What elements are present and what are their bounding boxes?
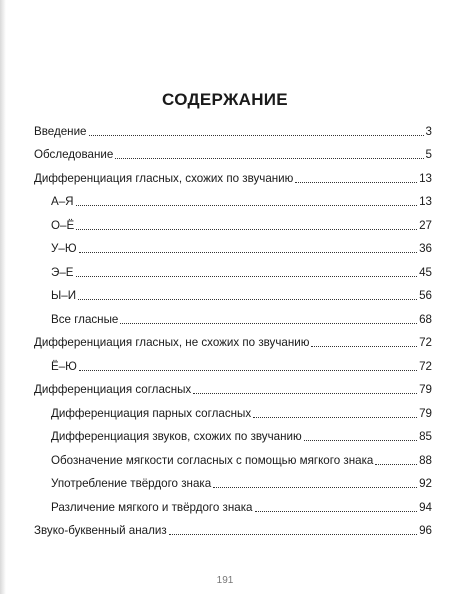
toc-entry	[34, 374, 432, 398]
table-of-contents	[34, 115, 432, 538]
toc-entry	[34, 444, 432, 468]
toc-dot-leader	[76, 204, 418, 206]
toc-entry-page: 79	[419, 383, 432, 396]
toc-entry	[34, 162, 432, 186]
toc-entry-label: Дифференциация парных согласных	[51, 406, 252, 420]
toc-entry	[34, 468, 432, 492]
toc-dot-leader	[89, 134, 424, 136]
toc-entry-label: Употребление твёрдого знака	[51, 477, 212, 490]
toc-entry	[34, 327, 432, 351]
toc-entry-label: Все гласные	[51, 312, 119, 326]
toc-entry-page: 88	[419, 453, 432, 467]
toc-dot-leader	[375, 463, 417, 465]
toc-entry	[34, 421, 432, 445]
toc-entry-label: Обследование	[34, 148, 114, 161]
toc-entry-page: 96	[419, 524, 432, 537]
toc-entry-label: Введение	[34, 124, 87, 138]
toc-dot-leader	[253, 416, 417, 418]
toc-dot-leader	[213, 486, 417, 488]
toc-entry-label: О–Ё	[51, 218, 75, 232]
toc-dot-leader	[79, 369, 417, 371]
toc-entry	[34, 280, 432, 304]
toc-entry-label: Э–Е	[51, 265, 74, 279]
toc-entry-page: 92	[419, 477, 432, 490]
toc-dot-leader	[76, 275, 418, 277]
toc-entry	[34, 186, 432, 210]
toc-entry	[34, 515, 432, 539]
toc-entry	[34, 209, 432, 233]
toc-dot-leader	[311, 345, 417, 347]
toc-dot-leader	[120, 322, 417, 324]
toc-entry-page: 79	[419, 406, 432, 420]
toc-entry	[34, 491, 432, 515]
toc-entry	[34, 256, 432, 280]
toc-entry	[34, 397, 432, 421]
toc-entry-label: Звуко-буквенный анализ	[34, 524, 167, 537]
toc-entry-label: Дифференциация гласных, не схожих по звучанию	[34, 336, 310, 349]
toc-entry-page: 94	[419, 500, 432, 514]
toc-entry	[34, 115, 432, 139]
toc-entry-page: 72	[419, 359, 432, 373]
toc-entry-page: 68	[419, 312, 432, 326]
toc-dot-leader	[78, 298, 417, 300]
toc-entry	[34, 139, 432, 163]
toc-entry-page: 3	[425, 124, 432, 138]
toc-dot-leader	[76, 228, 417, 230]
toc-dot-leader	[304, 439, 417, 441]
toc-entry-page: 13	[419, 195, 432, 208]
toc-entry-label: Дифференциация звуков, схожих по звучанию	[51, 430, 302, 443]
toc-entry-page: 56	[419, 289, 432, 302]
toc-entry-page: 36	[419, 242, 432, 255]
toc-entry-page: 85	[419, 430, 432, 443]
toc-entry	[34, 303, 432, 327]
toc-entry-label: Различение мягкого и твёрдого знака	[51, 500, 253, 514]
toc-entry-label: Дифференциация согласных	[34, 383, 192, 396]
toc-dot-leader	[295, 181, 417, 183]
page-number: 191	[216, 575, 234, 586]
toc-entry-label: Обозначение мягкости согласных с помощью мягкого знака	[51, 453, 374, 467]
toc-dot-leader	[79, 251, 418, 253]
toc-dot-leader	[255, 510, 418, 512]
toc-entry-page: 13	[419, 171, 432, 185]
page-title: СОДЕРЖАНИЕ	[162, 90, 288, 109]
toc-dot-leader	[193, 392, 417, 394]
toc-entry-label: Ё–Ю	[51, 359, 77, 373]
toc-dot-leader	[115, 157, 423, 159]
toc-entry-label: Дифференциация гласных, схожих по звучанию	[34, 171, 294, 185]
toc-entry-page: 27	[419, 218, 432, 232]
toc-entry-label: У–Ю	[51, 242, 77, 255]
toc-entry	[34, 233, 432, 257]
toc-entry-page: 5	[425, 148, 432, 161]
toc-entry-page: 72	[419, 336, 432, 349]
toc-entry-page: 45	[419, 265, 432, 279]
toc-entry-label: А–Я	[51, 195, 74, 208]
toc-dot-leader	[169, 533, 417, 535]
toc-entry-label: Ы–И	[51, 289, 77, 302]
toc-entry	[34, 350, 432, 374]
